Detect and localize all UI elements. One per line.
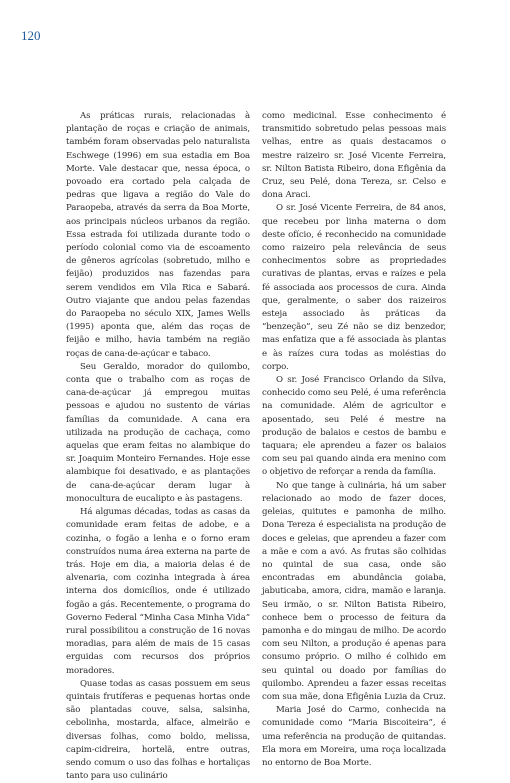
paragraph: O sr. José Francisco Orlando da Silva, conhecido como seu Pelé, é uma referência na comunidade. Além de agricultor e aposentado, seu Pelé é mestre na produção de balaios e cestos de bambu e taquara; ele aprendeu a fazer os balaios com seu pai quando ainda era menino com o objetivo de reforçar a renda da família. [262, 375, 447, 478]
paragraph: Seu Geraldo, morador do quilombo, conta que o trabalho com as roças de cana-de-açúcar já empregou muitas pessoas e ajudou no sustento de várias famílias da comunidade. A cana era utilizada na produção de cachaça, como aquelas que eram feitas no alambique do sr. Joaquim Monteiro Fernandes. Hoje esse alambique foi desativado, e as plantações de cana-de-açúcar deram lugar à monocultura de eucalipto e às pastagens. [66, 361, 250, 504]
paragraph: Há algumas décadas, todas as casas da comunidade eram feitas de adobe, e a cozinha, o fogão a lenha e o forno eram construídos numa área externa na parte de trás. Hoje em dia, a maioria delas é de alvenaria, com cozinha integrada à área interna dos domicílios, onde é utilizado fogão a gás. Recentemente, o programa do Governo Federal “Minha Casa Minha Vida” rural possibilitou a construção de 16 novas moradias, para além de mais de 15 casas erguidas com recursos dos próprios moradores. [66, 507, 250, 676]
page-number: 120 [21, 28, 41, 43]
paragraph: As práticas rurais, relacionadas à plantação de roças e criação de animais, também foram observadas pelo naturalista Eschwege (1996) em sua estadia em Boa Morte. Vale destacar que, nessa época, o povoado era cortado pela calçada de pedras que ligava a região do Vale do Paraopeba, através da serra da Boa Morte, aos principais núcleos urbanos da região. Essa estrada foi utilizada durante todo o período colonial como via de escoamento de gêneros agrícolas (sobretudo, milho e feijão) produzidos nas fazendas para serem vendidos em Vila Rica e Sabará. Outro viajante que andou pelas fazendas do Paraopeba no século XIX, James Wells (1995) aponta que, além das roças de feijão e milho, havia também na região roças de cana-de-açúcar e tabaco. [66, 111, 250, 359]
paragraph: Maria José do Carmo, conhecida na comunidade como “Maria Biscoiteira”, é uma referência na produção de quitandas. Ela mora em Moreira, uma roça localizada no entorno de Boa Morte. [262, 705, 446, 768]
paragraph-continued: como medicinal. Esse conhecimento é transmitido sobretudo pelas pessoas mais velhas, entre as quais destacamos o mestre raizeiro sr. José Vicente Ferreira, sr. Nilton Batista Ribeiro, dona Efigênia da Cruz, seu Pelé, dona Tereza, sr. Celso e dona Araci. [262, 111, 446, 201]
right-text-column [262, 110, 446, 770]
paragraph: O sr. José Vicente Ferreira, de 84 anos, que recebeu por linha materna o dom deste ofício, é reconhecido na comunidade como raizeiro pela relevância de seus conhecimentos sobre as propriedades curativas de plantas, ervas e raízes e pela fé associada aos processos de cura. Ainda que, geralmente, o saber dos raizeiros esteja associado às práticas da “benzeção”, seu Zé não se diz benzedor, mas enfatiza que a fé associada às plantas e às raízes cura todas as moléstias do corpo. [262, 203, 446, 372]
paragraph: No que tange à culinária, há um saber relacionado ao modo de fazer doces, geleias, quitutes e pamonha de milho. Dona Tereza é especialista na produção de doces e geleias, que aprendeu a fazer com a mãe e com a avó. As frutas são colhidas no quintal de sua casa, onde são encontradas em abundância goiaba, jabuticaba, amora, cidra, mamão e laranja. Seu irmão, o sr. Nilton Batista Ribeiro, conhece bem o processo de feitura da pamonha e do mingau de milho. De acordo com seu Nilton, a produção é apenas para consumo próprio. O milho é colhido em seu quintal ou doado por famílias do quilombo. Aprendeu a fazer essas receitas com sua mãe, dona Efigênia Luzia da Cruz. [262, 480, 446, 702]
paragraph: Quase todas as casas possuem em seus quintais frutíferas e pequenas hortas onde são plantadas couve, salsa, salsinha, cebolinha, mostarda, alface, almeirão e diversas folhas, como boldo, melissa, capim-cidreira, hortelã, entre outras, sendo comum o uso das folhas e hortaliças tanto para uso culinário [66, 678, 250, 782]
left-text-column [66, 110, 250, 783]
